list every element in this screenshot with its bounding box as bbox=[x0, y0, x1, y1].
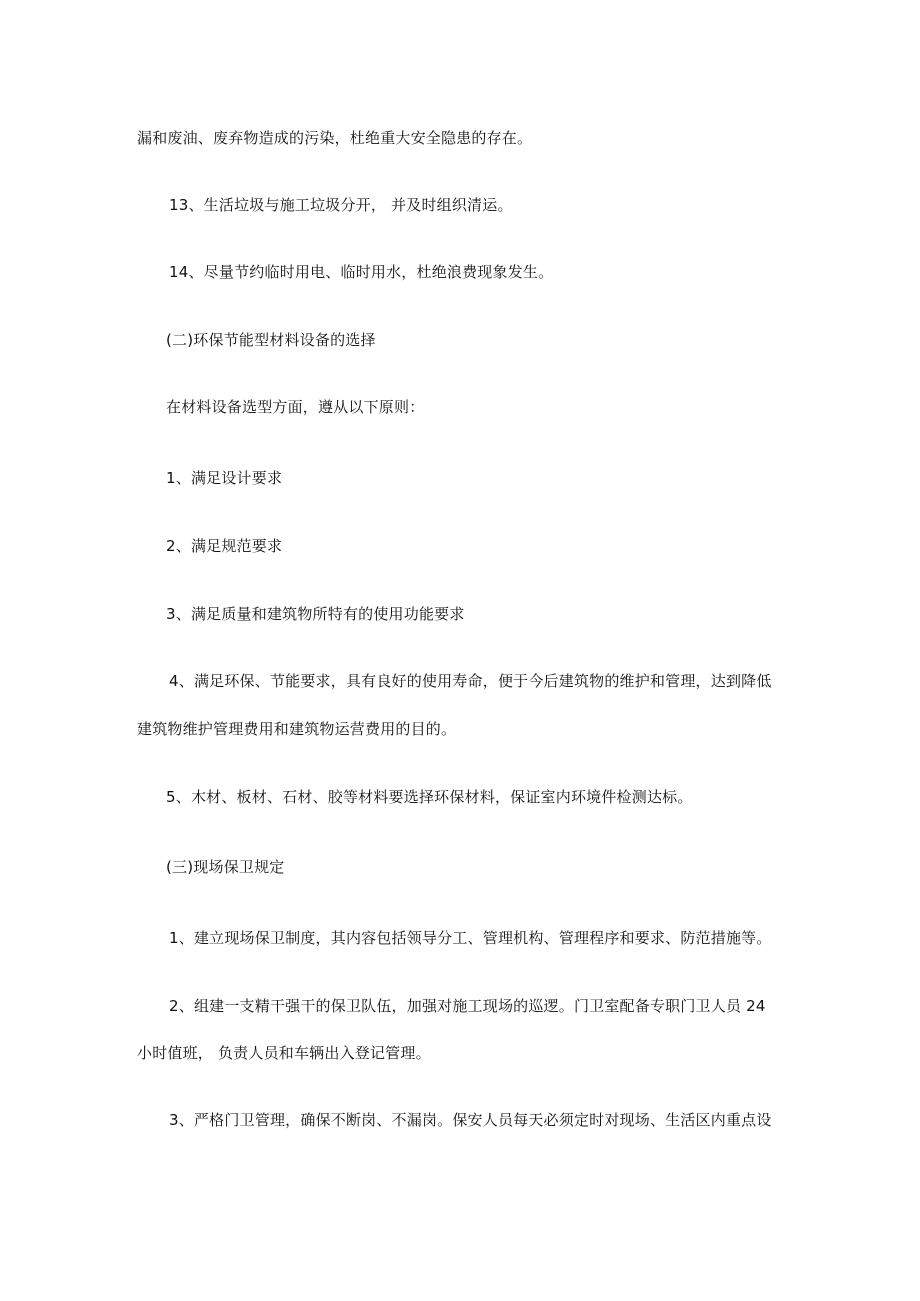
text-line-1: 漏和废油、废弃物造成的污染，杜绝重大安全隐患的存在。 bbox=[137, 129, 533, 147]
text-line-3: 14、尽量节约临时用电、临时用水，杜绝浪费现象发生。 bbox=[169, 263, 554, 281]
list-item-1: 1、满足设计要求 bbox=[166, 469, 283, 487]
security-item-1: 1、建立现场保卫制度，其内容包括领导分工、管理机构、管理程序和要求、防范措施等。 bbox=[169, 929, 772, 947]
security-item-3: 3、严格门卫管理，确保不断岗、不漏岗。保安人员每天必须定时对现场、生活区内重点设 bbox=[169, 1111, 772, 1129]
list-item-3: 3、满足质量和建筑物所特有的使用功能要求 bbox=[166, 605, 465, 623]
list-item-4-continuation: 建筑物维护管理费用和建筑物运营费用的目的。 bbox=[137, 720, 457, 738]
security-item-2: 2、组建一支精干强干的保卫队伍，加强对施工现场的巡逻。门卫室配备专职门卫人员 24 bbox=[169, 997, 766, 1015]
list-item-2: 2、满足规范要求 bbox=[166, 537, 283, 555]
list-item-4: 4、满足环保、节能要求，具有良好的使用寿命，便于今后建筑物的维护和管理，达到降低 bbox=[169, 672, 772, 690]
list-item-5: 5、木材、板材、石材、胶等材料要选择环保材料，保证室内环境件检测达标。 bbox=[166, 788, 693, 806]
security-item-2-continuation: 小时值班， 负责人员和车辆出入登记管理。 bbox=[137, 1044, 431, 1062]
section-heading-2: (二)环保节能型材料设备的选择 bbox=[166, 331, 376, 349]
text-line-2: 13、生活垃圾与施工垃圾分开， 并及时组织清运。 bbox=[169, 196, 513, 214]
section-heading-3: (三)现场保卫规定 bbox=[166, 858, 285, 876]
text-line-5: 在材料设备选型方面，遵从以下原则： bbox=[166, 398, 425, 416]
